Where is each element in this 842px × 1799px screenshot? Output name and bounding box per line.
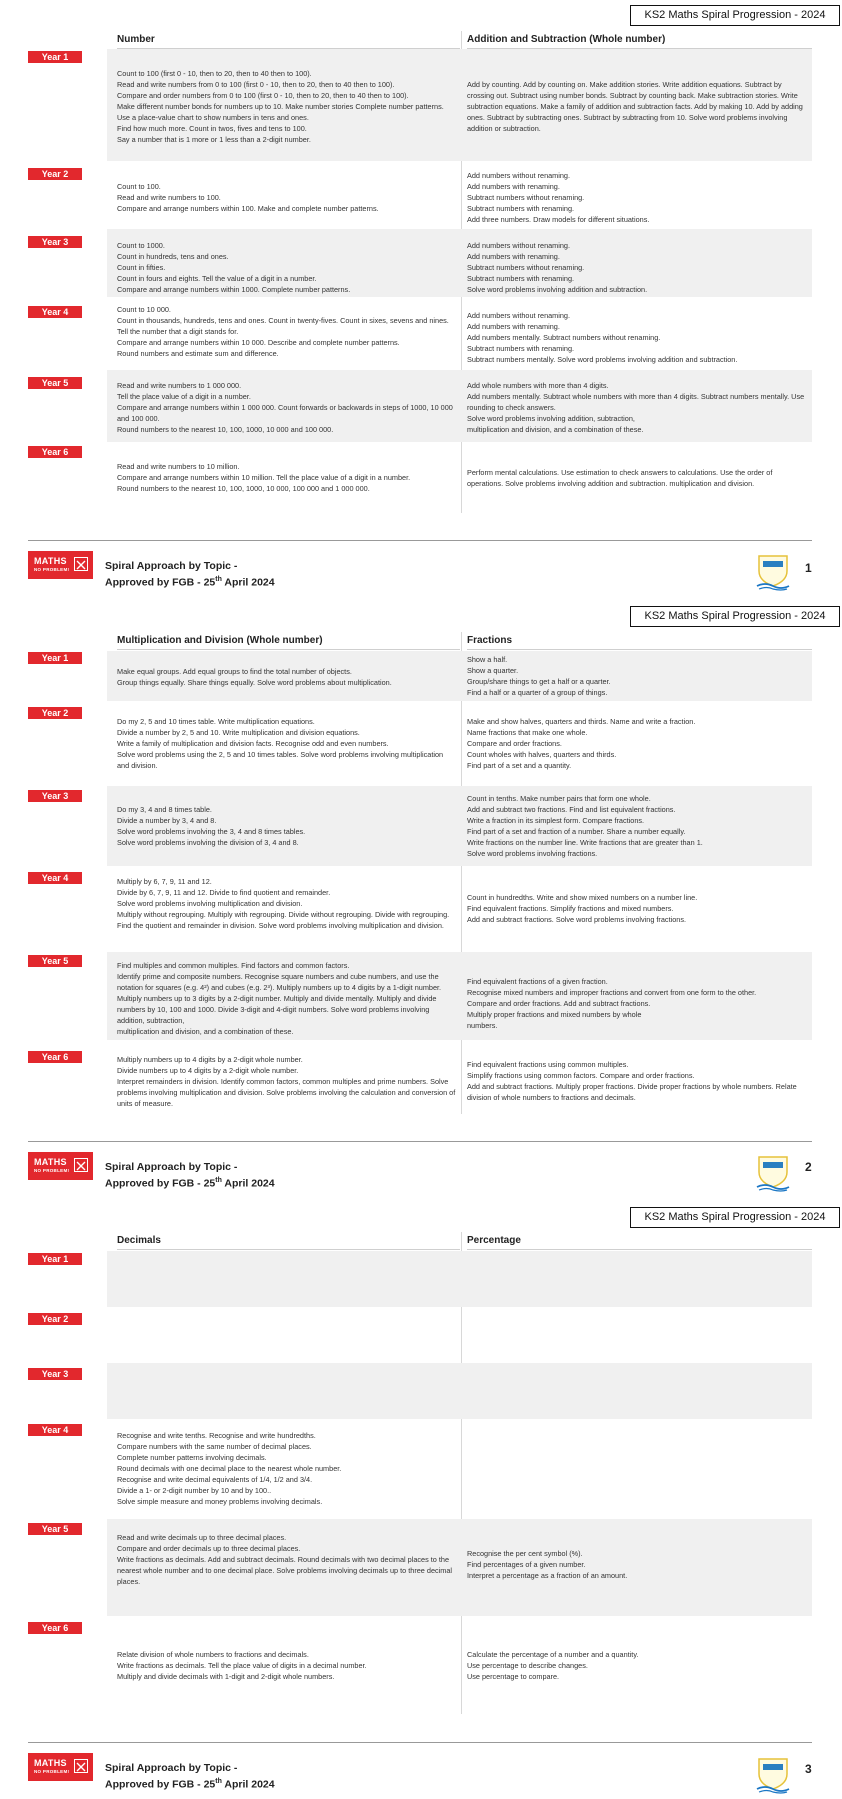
page-number: 2	[805, 1160, 812, 1174]
muldiv-year-5: Find multiples and common multiples. Find factors and common factors. Identify prime and composite numbers. Recognise square numbers and cube numbers, and use the notation for squares (e.g. 4²) and cubes (e.g. 2³). Multiply numbers up to 4 digits by a 1-digit number. Multiply numbers up to 3 digits by a 2-digit number. Multiply and divide mentally. Multiply and divide numbers by 10, 100 and 1000. Divide 3-digit and 4-digit numbers. Solve word problems involving addition, subtraction, multiplication and division, and a combination of these.	[117, 961, 442, 1036]
addsub-year-5: Add whole numbers with more than 4 digits. Add numbers mentally. Subtract whole numbers with more than 4 digits. Subtract numbers mentally. Use rounding to check answers. Solve word problems involving addition, subtraction, multiplication and division, and a combination of these.	[467, 381, 805, 434]
number-year-1: Count to 100 (first 0 - 10, then to 20, then to 40 then to 100). Read and write numbers from 0 to 100 (first 0 - 10, then to 20, then to 40 then to 100). Compare and order numbers from 0 to 100 (first 0 - 10, then to 20, then to 40 then to 100). Make different number bonds for numbers up to 10. Make number stories Complete number patterns. Use a place-value chart to show numbers in tens and ones. Find how much more. Count in twos, fives and tens to 100. Say a number that is 1 more or 1 less than a 2-digit number.	[117, 69, 444, 144]
year-label: Year 2	[28, 168, 82, 180]
year-label: Year 1	[28, 652, 82, 664]
number-year-2: Count to 100. Read and write numbers to 100. Compare and arrange numbers within 100. Make and complete number patterns.	[117, 182, 379, 213]
addsub-year-6: Perform mental calculations. Use estimation to check answers to calculations. Use the order of operations. Solve problems involving addition and subtraction. multiplication and division.	[467, 468, 773, 488]
fractions-year-2: Make and show halves, quarters and thirds. Name and write a fraction. Name fractions that make one whole. Compare and order fractions. Count wholes with halves, quarters and thirds. Find part of a set and a quantity.	[467, 717, 696, 770]
maths-no-problem-logo: MATHS NO PROBLEM!	[28, 551, 93, 579]
column-header-decimals: Decimals	[117, 1232, 460, 1250]
doc-title: KS2 Maths Spiral Progression - 2024	[630, 1207, 840, 1228]
year-label: Year 6	[28, 1622, 82, 1634]
year-label: Year 5	[28, 955, 82, 967]
year-label: Year 2	[28, 707, 82, 719]
page-number: 3	[805, 1762, 812, 1776]
number-year-6: Read and write numbers to 10 million. Compare and arrange numbers within 10 million. Tell the place value of a digit in a number. Round numbers to the nearest 10, 100, 1000, 10 000, 100 000 and 1 000 000.	[117, 462, 411, 493]
year-label: Year 1	[28, 51, 82, 63]
year-label: Year 4	[28, 872, 82, 884]
year-label: Year 3	[28, 1368, 82, 1380]
column-header-percentage: Percentage	[467, 1232, 812, 1250]
row-bg-year-3	[107, 1363, 812, 1419]
column-header-multiplication-division: Multiplication and Division (Whole number)	[117, 632, 460, 650]
muldiv-year-2: Do my 2, 5 and 10 times table. Write multiplication equations. Divide a number by 2, 5 and 10. Write multiplication and division equations. Write a family of multiplication and division facts. Recognise odd and even numbers. Solve word problems using the 2, 5 and 10 times tables. Solve word problems involving multiplication and division.	[117, 717, 444, 770]
addsub-year-2: Add numbers without renaming. Add numbers with renaming. Subtract numbers without renaming. Subtract numbers with renaming. Add three numbers. Draw models for different situations.	[467, 171, 650, 224]
number-year-5: Read and write numbers to 1 000 000. Tell the place value of a digit in a number. Compare and arrange numbers within 1 000 000. Count forwards or backwards in steps of 1000, 10 000 and 100 000. Round numbers to the nearest 10, 100, 1000, 10 000 and 100 000.	[117, 381, 453, 434]
year-label: Year 5	[28, 377, 82, 389]
year-label: Year 6	[28, 446, 82, 458]
column-header-number: Number	[117, 31, 460, 49]
fractions-year-6: Find equivalent fractions using common multiples. Simplify fractions using common factors. Compare and order fractions. Add and subtract fractions. Multiply proper fractions. Divide proper fractions by whole numbers. Relate division of whole numbers to fractions and decimals.	[467, 1060, 797, 1102]
year-label: Year 4	[28, 1424, 82, 1436]
addsub-year-3: Add numbers without renaming. Add numbers with renaming. Subtract numbers without renaming. Subtract numbers with renaming. Solve word problems involving addition and subtraction.	[467, 241, 648, 294]
year-label: Year 4	[28, 306, 82, 318]
doc-title: KS2 Maths Spiral Progression - 2024	[630, 5, 840, 26]
page-number: 1	[805, 561, 812, 575]
school-crest-icon	[755, 1756, 791, 1794]
year-label: Year 2	[28, 1313, 82, 1325]
percentage-year-6: Calculate the percentage of a number and a quantity. Use percentage to describe changes. Use percentage to compare.	[467, 1650, 639, 1681]
footer-divider	[28, 1742, 812, 1743]
column-header-addition-subtraction: Addition and Subtraction (Whole number)	[467, 31, 812, 49]
year-label: Year 3	[28, 790, 82, 802]
percentage-year-5: Recognise the per cent symbol (%). Find percentages of a given number. Interpret a percentage as a fraction of an amount.	[467, 1549, 628, 1580]
muldiv-year-3: Do my 3, 4 and 8 times table. Divide a number by 3, 4 and 8. Solve word problems involving the 3, 4 and 8 times tables. Solve word problems involving the division of 3, 4 and 8.	[117, 805, 306, 847]
decimals-year-4: Recognise and write tenths. Recognise and write hundredths. Compare numbers with the same number of decimal places. Complete number patterns involving decimals. Round decimals with one decimal place to the nearest whole number. Recognise and write decimal equivalents of 1/4, 1/2 and 3/4. Divide a 1- or 2-digit number by 10 and by 100.. Solve simple measure and money problems involving decimals.	[117, 1431, 342, 1506]
row-bg-year-1	[107, 1251, 812, 1307]
maths-no-problem-logo: MATHS NO PROBLEM!	[28, 1753, 93, 1781]
decimals-year-6: Relate division of whole numbers to fractions and decimals. Write fractions as decimals. Tell the place value of digits in a decimal number. Multiply and divide decimals with 1-digit and 2-digit whole numbers.	[117, 1650, 367, 1681]
decimals-year-5: Read and write decimals up to three decimal places. Compare and order decimals up to three decimal places. Write fractions as decimals. Add and subtract decimals. Round decimals with two decimal places to the nearest whole number and to one decimal place. Solve problems involving decimals up to three decimal places.	[117, 1533, 453, 1586]
year-label: Year 5	[28, 1523, 82, 1535]
number-year-3: Count to 1000. Count in hundreds, tens and ones. Count in fifties. Count in fours and eights. Tell the value of a digit in a number. Compare and arrange numbers within 1000. Complete number patterns.	[117, 241, 351, 294]
year-label: Year 6	[28, 1051, 82, 1063]
fractions-year-1: Show a half. Show a quarter. Group/share things to get a half or a quarter. Find a half or a quarter of a group of things.	[467, 655, 611, 697]
addsub-year-1: Add by counting. Add by counting on. Make addition stories. Write addition equations. Subtract by crossing out. Subtract using number bonds. Subtract by counting back. Make subtraction stories. Write subtraction equations. Make a family of addition and subtraction facts. Add by making 10. Add by adding ones. Subtract by subtracting ones. Subtract by subtracting from 10. Solve word problems involving addition or subtraction.	[467, 80, 803, 133]
muldiv-year-6: Multiply numbers up to 4 digits by a 2-digit whole number. Divide numbers up to 4 digits by a 2-digit whole number. Interpret remainders in division. Identify common factors, common multiples and prime numbers. Solve problems involving multiplication and division. Solve problems involving the calculation and conversion of units of measure.	[117, 1055, 456, 1108]
doc-title: KS2 Maths Spiral Progression - 2024	[630, 606, 840, 627]
addsub-year-4: Add numbers without renaming. Add numbers with renaming. Add numbers mentally. Subtract numbers without renaming. Subtract numbers with renaming. Subtract numbers mentally. Solve word problems involving addition and subtraction.	[467, 311, 738, 364]
muldiv-year-1: Make equal groups. Add equal groups to find the total number of objects. Group things equally. Share things equally. Solve word problems about multiplication.	[117, 667, 392, 687]
column-header-fractions: Fractions	[467, 632, 812, 650]
footer-text: Spiral Approach by Topic - Approved by FGB - 25th April 2024	[105, 1762, 275, 1791]
maths-no-problem-logo: MATHS NO PROBLEM!	[28, 1152, 93, 1180]
fractions-year-4: Count in hundredths. Write and show mixed numbers on a number line. Find equivalent fractions. Simplify fractions and mixed numbers. Add and subtract fractions. Solve word problems involving fractions.	[467, 893, 698, 924]
number-year-4: Count to 10 000. Count in thousands, hundreds, tens and ones. Count in twenty-fives. Count in sixes, sevens and nines. Tell the number that a digit stands for. Compare and arrange numbers within 10 000. Describe and complete number patterns. Round numbers and estimate sum and difference.	[117, 305, 449, 358]
year-label: Year 1	[28, 1253, 82, 1265]
year-label: Year 3	[28, 236, 82, 248]
footer-text: Spiral Approach by Topic - Approved by FGB - 25th April 2024	[105, 1161, 275, 1190]
fractions-year-5: Find equivalent fractions of a given fraction. Recognise mixed numbers and improper fractions and convert from one form to the other. Compare and order fractions. Add and subtract fractions. Multiply proper fractions and mixed numbers by whole numbers.	[467, 977, 757, 1030]
muldiv-year-4: Multiply by 6, 7, 9, 11 and 12. Divide by 6, 7, 9, 11 and 12. Divide to find quotient and remainder. Solve word problems involving multiplication and division. Multiply without regrouping. Multiply with regrouping. Divide without regrouping. Divide with regrouping. Find the quotient and remainder in division. Solve word problems involving multiplication and division.	[117, 877, 450, 930]
fractions-year-3: Count in tenths. Make number pairs that form one whole. Add and subtract two fractions. Find and list equivalent fractions. Write a fraction in its simplest form. Compare fractions. Find part of a set and fraction of a number. Share a number equally. Write fractions on the number line. Write fractions that are greater than 1. Solve word problems involving fractions.	[467, 794, 703, 858]
footer-text: Spiral Approach by Topic - Approved by FGB - 25th April 2024	[105, 560, 275, 589]
